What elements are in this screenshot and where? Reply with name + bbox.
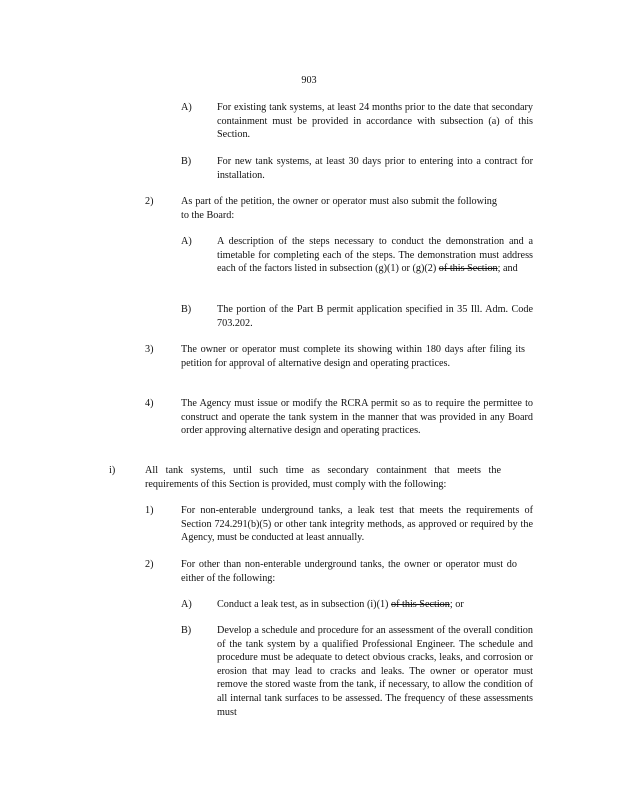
- item-label: 3): [145, 344, 154, 355]
- item-label: A): [181, 236, 192, 247]
- item-text: The portion of the Part B permit application specified in 35 Ill. Adm. Code 703.202.: [217, 304, 533, 329]
- item-text-part: Conduct a leak test, as in subsection (i)(1): [217, 599, 389, 610]
- item-text: For other than non-enterable underground tanks, the owner or operator must do either of the following:: [181, 559, 517, 584]
- item-text: The owner or operator must complete its showing within 180 days after filing its petition for approval of alternative design and operating practices.: [181, 344, 525, 369]
- item-text: All tank systems, until such time as secondary containment that meets the requirements of this Section is provided, must comply with the following:: [145, 465, 501, 490]
- item-text-part: A description of the steps necessary to conduct the demonstration and a timetable for completing each of the steps. The demonstration must address each of the factors listed in subsection (g)(1) or (g)(2): [217, 236, 533, 275]
- struck-text: of this Section: [391, 599, 450, 610]
- item-label: 2): [145, 559, 154, 570]
- page-number: 903: [301, 75, 317, 86]
- item-label: B): [181, 156, 192, 167]
- item-label: i): [109, 465, 116, 476]
- item-label: 1): [145, 505, 154, 516]
- item-text: For existing tank systems, at least 24 months prior to the date that secondary containment must be provided in accordance with subsection (a) of this Section.: [217, 102, 533, 141]
- item-label: B): [181, 625, 192, 636]
- item-label: B): [181, 304, 192, 315]
- item-text: [217, 598, 533, 612]
- item-text: For non-enterable underground tanks, a leak test that meets the requirements of Section 724.291(b)(5) or other tank integrity methods, as approved or required by the Agency, must be conducted at least annually.: [181, 505, 533, 544]
- item-label: 2): [145, 196, 154, 207]
- struck-text: of this Section: [438, 263, 498, 275]
- item-text-part: ; and: [497, 263, 518, 275]
- item-label: A): [181, 102, 192, 113]
- item-label: 4): [145, 398, 154, 409]
- item-text: Develop a schedule and procedure for an assessment of the overall condition of the tank system by a qualified Professional Engineer. The schedule and procedure must be adequate to detect obvious cracks, leaks, and corrosion or erosion that may lead to cracks and leaks. The owner or operator must remove the stored waste from the tank, if necessary, to allow the condition of all internal tank surfaces to be assessed. The frequency of these assessments must: [217, 625, 533, 718]
- item-text: As part of the petition, the owner or operator must also submit the following to the Board:: [181, 196, 497, 221]
- item-text: [217, 235, 533, 276]
- item-text-part: ; or: [449, 599, 464, 610]
- item-label: A): [181, 599, 192, 610]
- item-text: For new tank systems, at least 30 days prior to entering into a contract for installation.: [217, 156, 533, 181]
- item-text: The Agency must issue or modify the RCRA permit so as to require the permittee to construct and operate the tank system in the manner that was provided in any Board order approving alternative design and operating practices.: [181, 398, 533, 437]
